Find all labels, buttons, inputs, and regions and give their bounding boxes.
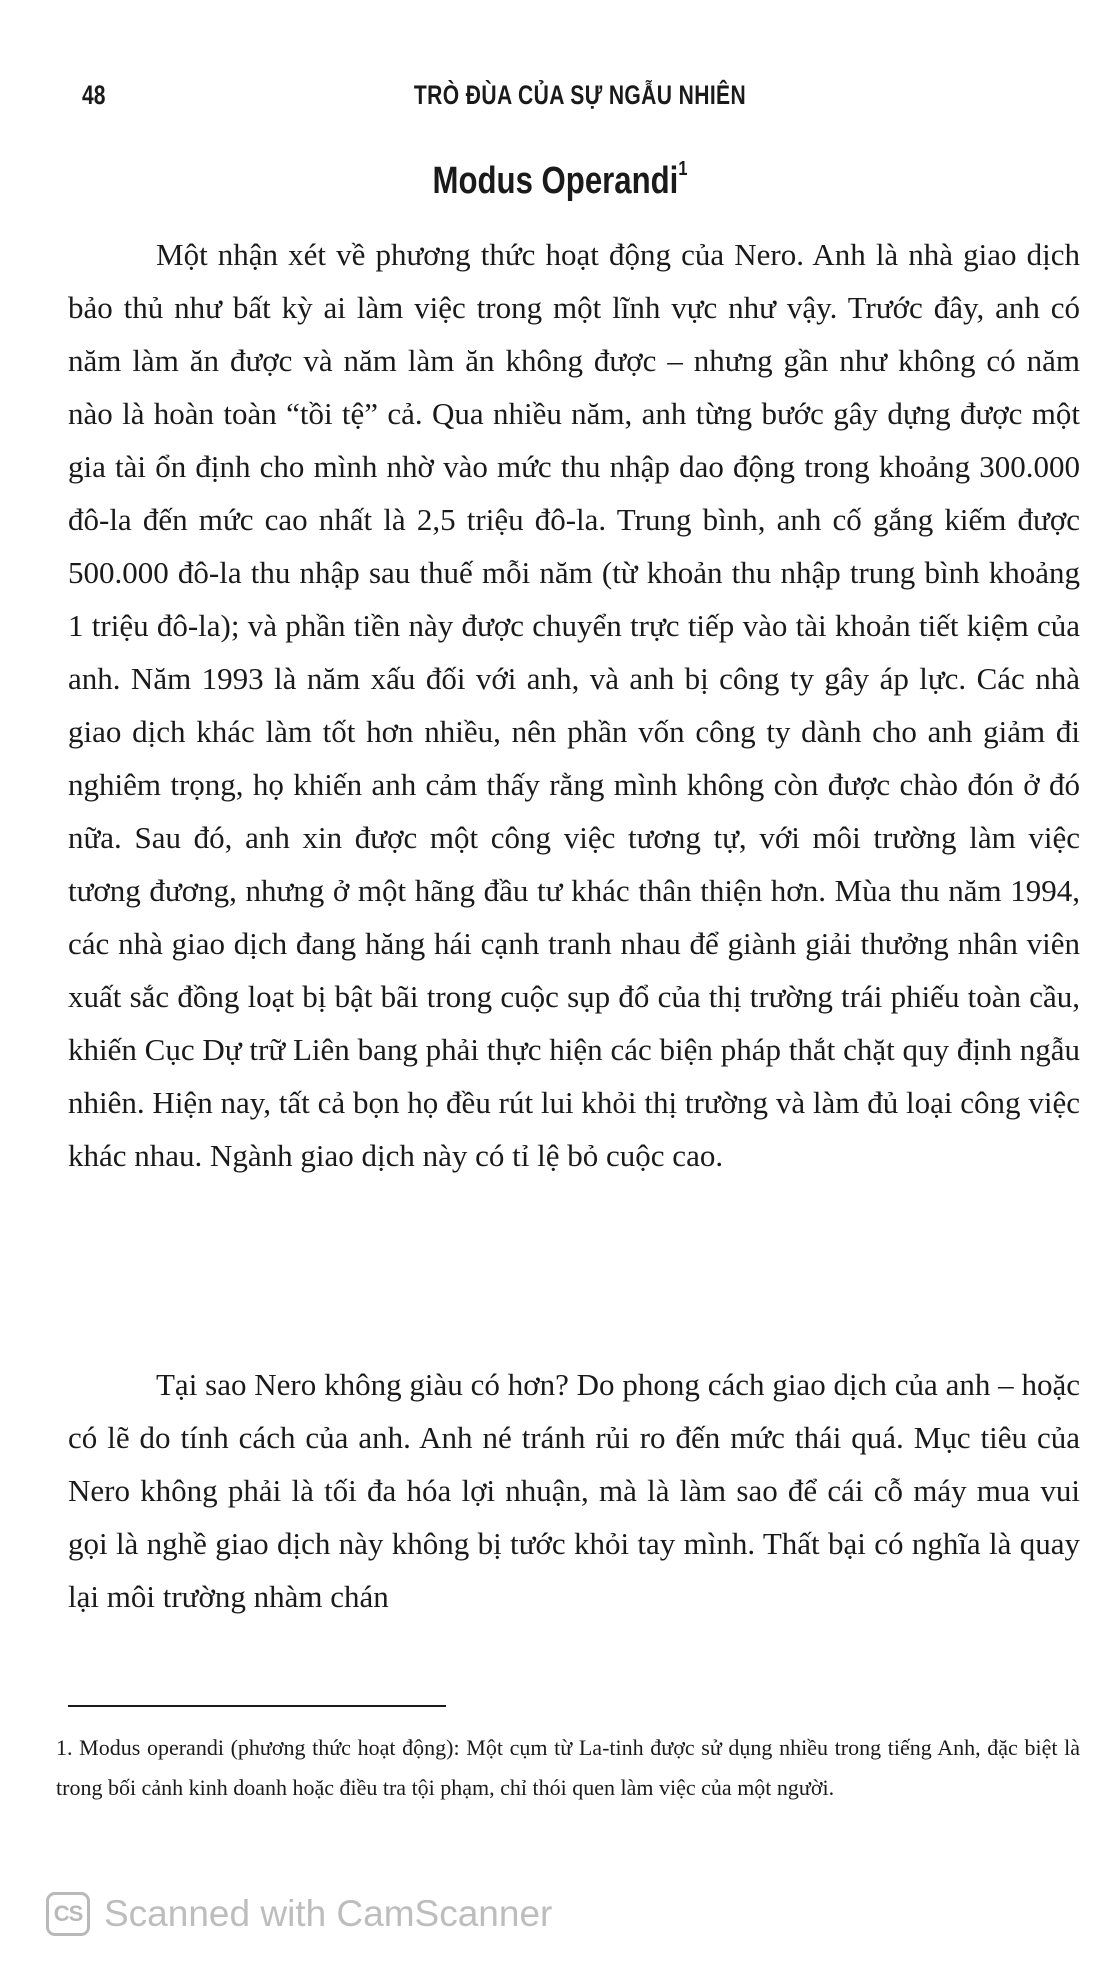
footnote: 1. Modus operandi (phương thức hoạt động): Một cụm từ La-tinh được sử dụng nhiều trong tiếng Anh, đặc biệt là trong bối cảnh kinh doanh hoặc điều tra tội phạm, chỉ thói quen làm việc của một người. [56,1735,1080,1800]
running-title: TRÒ ĐÙA CỦA SỰ NGẪU NHIÊN [413,80,747,110]
footnote-marker: 1 [678,158,688,181]
section-title [101,160,1019,203]
camscanner-logo-icon: CS [46,1892,90,1936]
watermark-text: Scanned with CamScanner [104,1893,553,1934]
body-paragraph: Tại sao Nero không giàu có hơn? Do phong cách giao dịch của anh – hoặc có lẽ do tính cách của anh. Anh né tránh rủi ro đến mức thái quá. Mục tiêu của Nero không phải là tối đa hóa lợi nhuận, mà là làm sao để cái cỗ máy mua vui gọi là nghề giao dịch này không bị tước khỏi tay mình. Thất bại có nghĩa là quay lại môi trường nhàm chán [68,1367,1080,1614]
page-header [82,80,1078,120]
body-paragraph: Một nhận xét về phương thức hoạt động của Nero. Anh là nhà giao dịch bảo thủ như bất kỳ ai làm việc trong một lĩnh vực như vậy. Trước đây, anh có năm làm ăn được và năm làm ăn không được – nhưng gần như không có năm nào là hoàn toàn “tồi tệ” cả. Qua nhiều năm, anh từng bước gây dựng được một gia tài ổn định cho mình nhờ vào mức thu nhập dao động trong khoảng 300.000 đô-la đến mức cao nhất là 2,5 triệu đô-la. Trung bình, anh cố gắng kiếm được 500.000 đô-la thu nhập sau thuế mỗi năm (từ khoản thu nhập trung bình khoảng 1 triệu đô-la); và phần tiền này được chuyển trực tiếp vào tài khoản tiết kiệm của anh. Năm 1993 là năm xấu đối với anh, và anh bị công ty gây áp lực. Các nhà giao dịch khác làm tốt hơn nhiều, nên phần vốn công ty dành cho anh giảm đi nghiêm trọng, họ khiến anh cảm thấy rằng mình không còn được chào đón ở đó nữa. Sau đó, anh xin được một công việc tương tự, với môi trường làm việc tương đương, nhưng ở một hãng đầu tư khác thân thiện hơn. Mùa thu năm 1994, các nhà giao dịch đang hăng hái cạnh tranh nhau để giành giải thưởng nhân viên xuất sắc đồng loạt bị bật bãi trong cuộc sụp đổ của thị trường trái phiếu toàn cầu, khiến Cục Dự trữ Liên bang phải thực hiện các biện pháp thắt chặt quy định ngẫu nhiên. Hiện nay, tất cả bọn họ đều rút lui khỏi thị trường và làm đủ loại công việc khác nhau. Ngành giao dịch này có tỉ lệ bỏ cuộc cao. [68,237,1080,1173]
camscanner-watermark [46,1888,552,1940]
footnote-divider [68,1705,446,1707]
page-number: 48 [82,80,106,110]
section-title-text: Modus Operandi [432,160,679,202]
